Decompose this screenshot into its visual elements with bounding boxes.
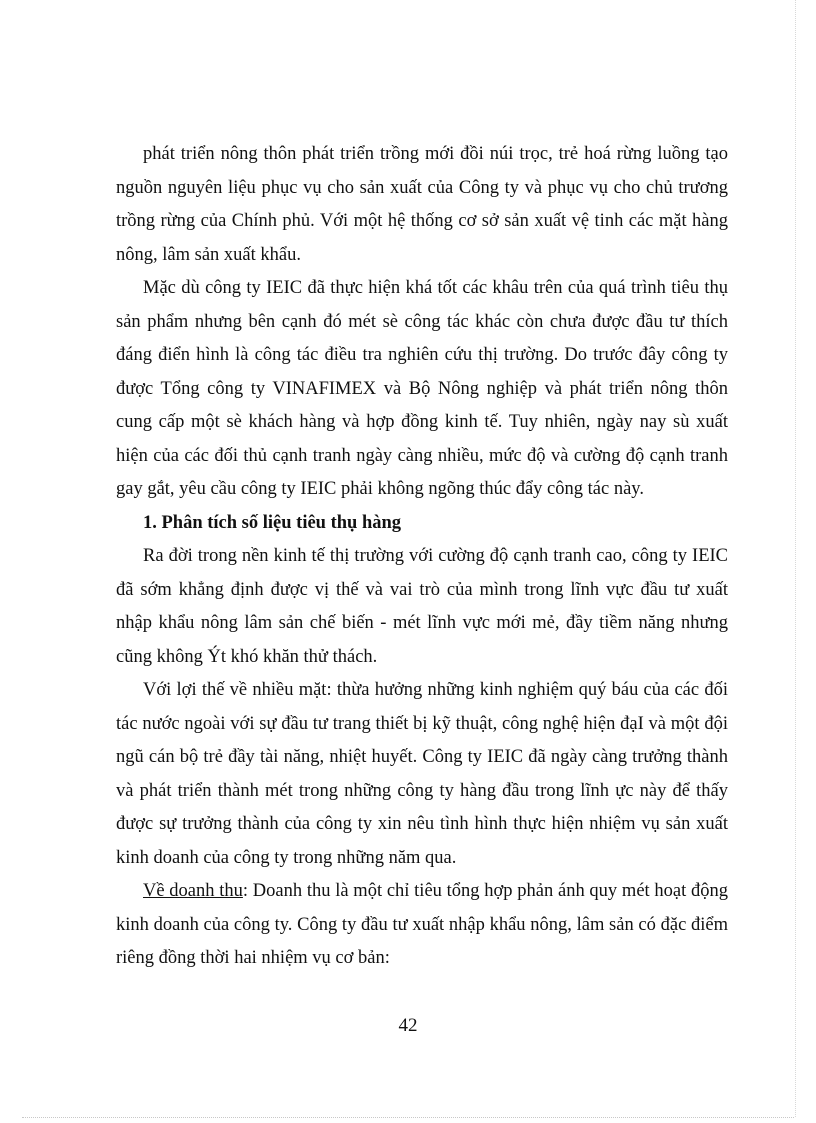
revenue-text: : Doanh thu là một chỉ tiêu tổng hợp phản ánh quy mét hoạt động kinh doanh của công ty. Công ty đầu tư xuất nhập khẩu nông, lâm sản có đặc điểm riêng đồng thời hai nhiệm vụ cơ bản:: [116, 881, 728, 968]
page-number: 42: [398, 1015, 418, 1036]
paragraph-continued: phát triển nông thôn phát triển trồng mới đồi núi trọc, trẻ hoá rừng luồng tạo nguồn nguyên liệu phục vụ cho sản xuất của Công ty và phục vụ cho chủ trương trồng rừng của Chính phủ. Với một hệ thống cơ sở sản xuất vệ tinh các mặt hàng nông, lâm sản xuất khẩu.: [116, 144, 728, 265]
section-heading: 1. Phân tích số liệu tiêu thụ hàng: [143, 512, 402, 533]
page-bottom-divider: [22, 1117, 794, 1118]
page-body: [116, 138, 728, 976]
paragraph-revenue: [116, 875, 728, 976]
paragraph-advantages: Với lợi thế về nhiều mặt: thừa hưởng những kinh nghiệm quý báu của các đối tác nước ngoài với sự đầu tư trang thiết bị kỹ thuật, công nghệ hiện đạI và một đội ngũ cán bộ trẻ đầy tài năng, nhiệt huyết. Công ty IEIC đã ngày càng trưởng thành và phát triển thành mét trong những công ty hàng đầu trong lĩnh ực này để thấy được sự trưởng thành của công ty xin nêu tình hình thực hiện nhiệm vụ sản xuất kinh doanh của công ty trong những năm qua.: [116, 680, 728, 868]
paragraph-company-intro: Ra đời trong nền kinh tế thị trường với cường độ cạnh tranh cao, công ty IEIC đã sớm khẳng định được vị thế và vai trò của mình trong lĩnh vực đầu tư xuất nhập khẩu nông lâm sản chế biến - mét lĩnh vực mới mẻ, đầy tiềm năng nhưng cũng không Ýt khó khăn thử thách.: [116, 546, 728, 667]
page-side-divider: [795, 0, 796, 1117]
paragraph-market-research: Mặc dù công ty IEIC đã thực hiện khá tốt các khâu trên của quá trình tiêu thụ sản phẩm nhưng bên cạnh đó mét sè công tác khác còn chưa được đầu tư thích đáng điển hình là công tác điều tra nghiên cứu thị trường. Do trước đây công ty được Tổng công ty VINAFIMEX và Bộ Nông nghiệp và phát triển nông thôn cung cấp một sè khách hàng và hợp đồng kinh tế. Tuy nhiên, ngày nay sù xuất hiện của các đối thủ cạnh tranh ngày càng nhiều, mức độ và cường độ cạnh tranh gay gắt, yêu cầu công ty IEIC phải không ngõng thúc đẩy công tác này.: [116, 278, 728, 499]
revenue-label: Về doanh thu: [143, 881, 243, 901]
